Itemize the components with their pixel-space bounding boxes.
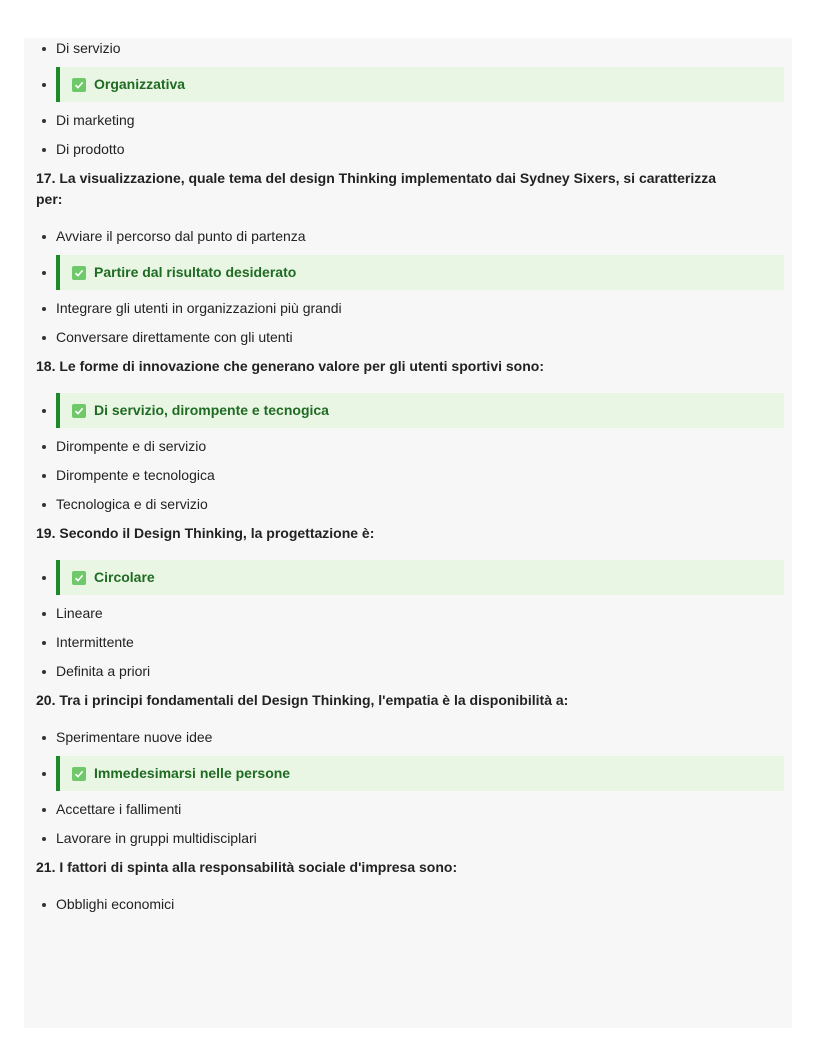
- correct-answer-box: [56, 67, 784, 102]
- correct-answer-box: [56, 255, 784, 290]
- correct-answer-text: Organizzativa: [94, 76, 186, 92]
- q18-option-3: Dirompente e tecnologica: [36, 465, 784, 486]
- question-21: 21. I fattori di spinta alla responsabilità sociale d'impresa sono:: [36, 859, 458, 875]
- q16-option-4: Di prodotto: [36, 139, 784, 160]
- checkbox-checked-icon: [72, 266, 86, 280]
- question-20: 20. Tra i principi fondamentali del Design Thinking, l'empatia è la disponibilità a:: [36, 692, 569, 708]
- q16-options: [36, 38, 784, 160]
- q21-options: [36, 894, 784, 915]
- checkbox-checked-icon: [72, 767, 86, 781]
- q18-correct-option: [36, 393, 784, 428]
- q17-options: [36, 226, 784, 348]
- correct-answer-box: [56, 756, 784, 791]
- q20-option-1: Sperimentare nuove idee: [36, 727, 784, 748]
- document-content: [24, 38, 792, 915]
- checkbox-checked-icon: [72, 78, 86, 92]
- question-19: 19. Secondo il Design Thinking, la progettazione è:: [36, 525, 375, 541]
- q20-correct-option: [36, 756, 784, 791]
- q19-option-4: Definita a priori: [36, 661, 784, 682]
- q19-option-2: Lineare: [36, 603, 784, 624]
- correct-answer-text: Circolare: [94, 569, 155, 585]
- correct-answer-box: [56, 560, 784, 595]
- q17-option-3: Integrare gli utenti in organizzazioni più grandi: [36, 298, 784, 319]
- q18-option-2: Dirompente e di servizio: [36, 436, 784, 457]
- document-page: [24, 38, 792, 1028]
- question-18: 18. Le forme di innovazione che generano valore per gli utenti sportivi sono:: [36, 358, 544, 374]
- q16-correct-option: [36, 67, 784, 102]
- q21-option-1: Obblighi economici: [36, 894, 784, 915]
- q20-option-4: Lavorare in gruppi multidisciplari: [36, 828, 784, 849]
- correct-answer-text: Partire dal risultato desiderato: [94, 264, 297, 280]
- checkbox-checked-icon: [72, 404, 86, 418]
- checkbox-checked-icon: [72, 571, 86, 585]
- q19-options: [36, 560, 784, 682]
- q16-option-3: Di marketing: [36, 110, 784, 131]
- correct-answer-text: Immedesimarsi nelle persone: [94, 765, 291, 781]
- q20-option-3: Accettare i fallimenti: [36, 799, 784, 820]
- correct-answer-box: [56, 393, 784, 428]
- q17-correct-option: [36, 255, 784, 290]
- q16-option-1: Di servizio: [36, 38, 784, 59]
- q17-option-1: Avviare il percorso dal punto di partenza: [36, 226, 784, 247]
- q18-option-4: Tecnologica e di servizio: [36, 494, 784, 515]
- correct-answer-text: Di servizio, dirompente e tecnogica: [94, 402, 329, 418]
- q19-correct-option: [36, 560, 784, 595]
- q19-option-3: Intermittente: [36, 632, 784, 653]
- q18-options: [36, 393, 784, 515]
- question-17: 17. La visualizzazione, quale tema del design Thinking implementato dai Sydney Sixers, si caratterizza per:: [36, 170, 716, 207]
- q20-options: [36, 727, 784, 849]
- q17-option-4: Conversare direttamente con gli utenti: [36, 327, 784, 348]
